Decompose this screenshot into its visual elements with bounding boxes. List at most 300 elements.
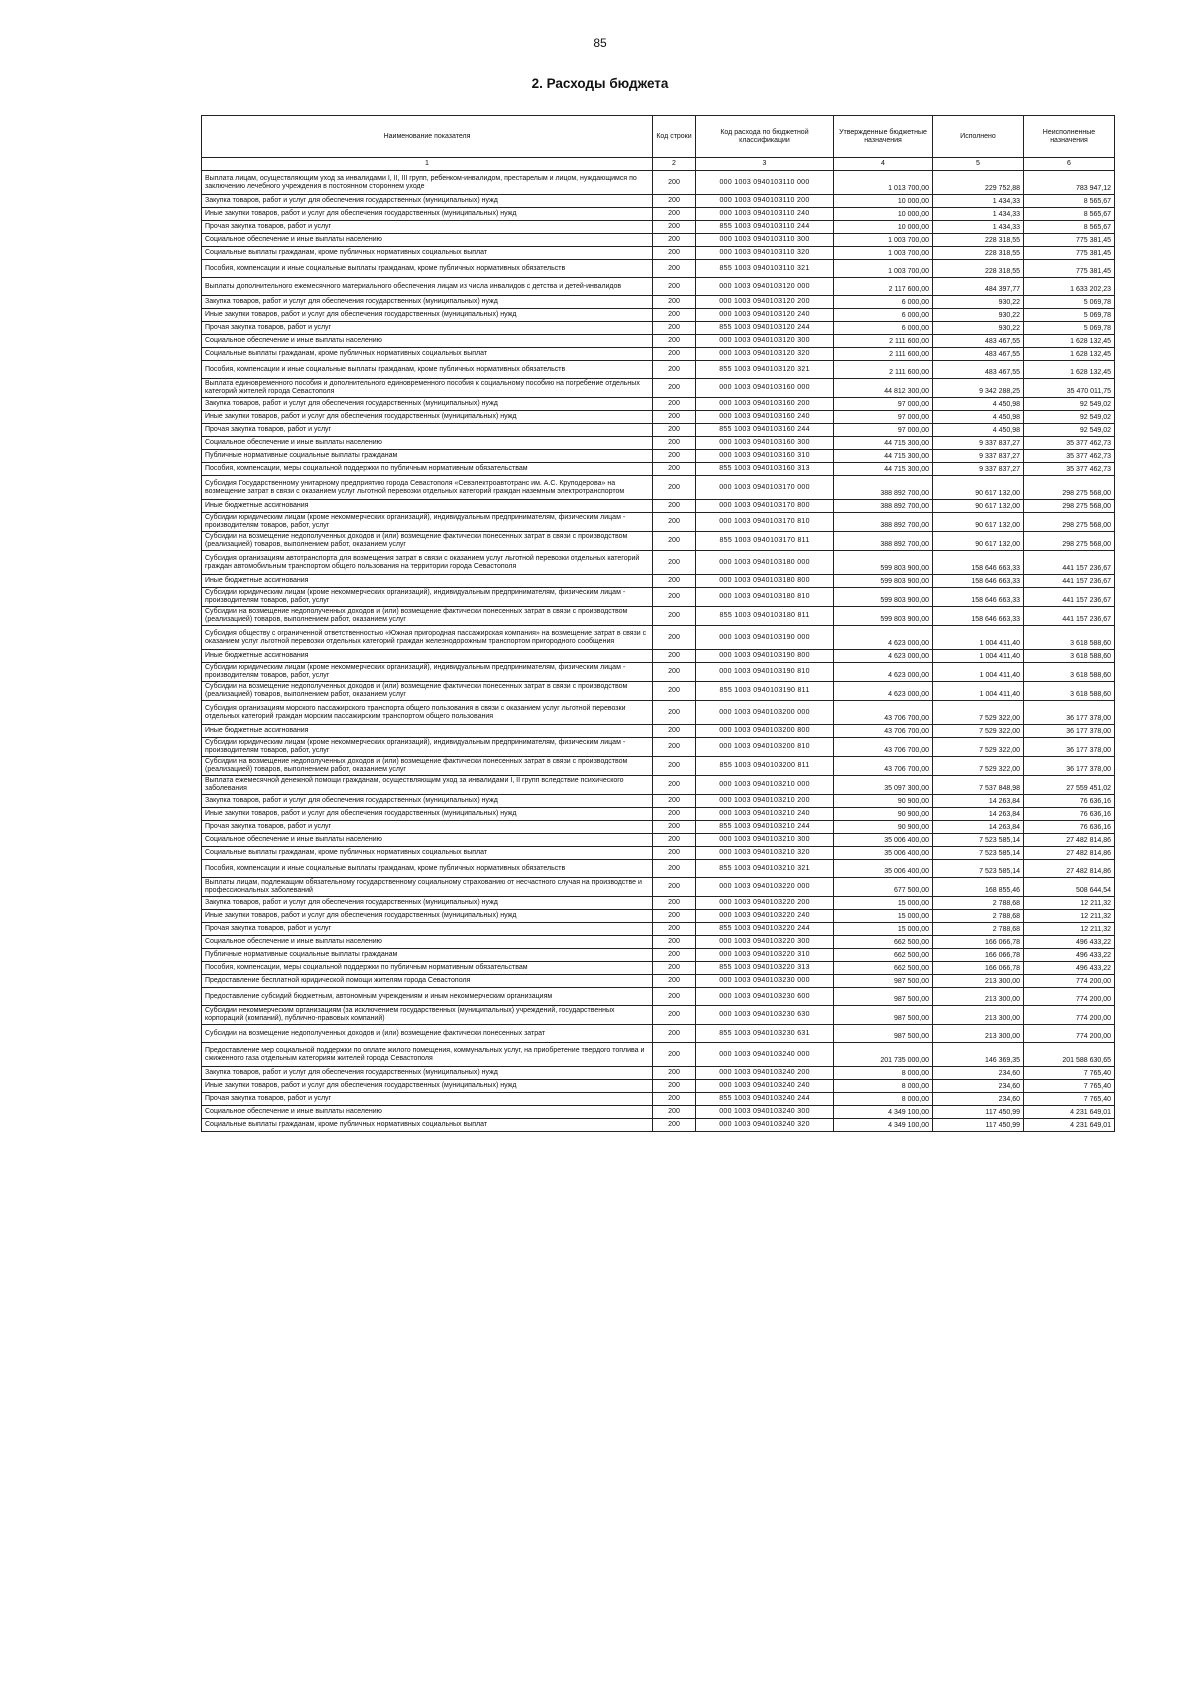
row-executed: 117 450,99 — [933, 1106, 1024, 1119]
table-row — [202, 411, 1115, 424]
row-budget-code: 855 1003 0940103210 244 — [696, 821, 834, 834]
row-budget-code: 000 1003 0940103180 000 — [696, 551, 834, 575]
table-header-row — [202, 116, 1115, 158]
row-name: Субсидия организациям автотранспорта для возмещения затрат в связи с оказанием услуг льготной перевозки отдельных категорий граждан автомобильным транспортом общего пользования на территории города Севастополя — [202, 551, 653, 575]
row-executed: 234,60 — [933, 1080, 1024, 1093]
row-line-code: 200 — [653, 575, 696, 588]
row-approved: 662 500,00 — [834, 962, 933, 975]
row-executed: 930,22 — [933, 309, 1024, 322]
row-budget-code: 000 1003 0940103230 630 — [696, 1006, 834, 1025]
table-row — [202, 532, 1115, 551]
row-executed: 7 523 585,14 — [933, 834, 1024, 847]
row-unexecuted: 298 275 568,00 — [1024, 513, 1115, 532]
row-executed: 90 617 132,00 — [933, 476, 1024, 500]
table-row — [202, 650, 1115, 663]
row-line-code: 200 — [653, 1067, 696, 1080]
row-line-code: 200 — [653, 348, 696, 361]
row-executed: 4 450,98 — [933, 424, 1024, 437]
row-unexecuted: 201 588 630,65 — [1024, 1043, 1115, 1067]
table-row — [202, 208, 1115, 221]
row-line-code: 200 — [653, 411, 696, 424]
row-unexecuted: 7 765,40 — [1024, 1080, 1115, 1093]
row-line-code: 200 — [653, 424, 696, 437]
row-approved: 35 097 300,00 — [834, 776, 933, 795]
row-name: Выплата лицам, осуществляющим уход за инвалидами I, II, III групп, ребенком-инвалидом, престарелым и лицом, нуждающимся по заключению лечебного учреждения в постоянном стороннем уходе — [202, 171, 653, 195]
row-approved: 15 000,00 — [834, 910, 933, 923]
row-approved: 4 623 000,00 — [834, 650, 933, 663]
row-executed: 158 646 663,33 — [933, 588, 1024, 607]
row-line-code: 200 — [653, 322, 696, 335]
row-unexecuted: 27 482 814,86 — [1024, 847, 1115, 860]
row-name: Субсидия организациям морского пассажирского транспорта общего пользования в связи с оказанием услуг льготной перевозки отдельных категорий граждан морским пассажирским транспортом общего пользования — [202, 701, 653, 725]
row-budget-code: 000 1003 0940103160 300 — [696, 437, 834, 450]
row-unexecuted: 3 618 588,60 — [1024, 650, 1115, 663]
row-name: Закупка товаров, работ и услуг для обеспечения государственных (муниципальных) нужд — [202, 897, 653, 910]
row-unexecuted: 36 177 378,00 — [1024, 725, 1115, 738]
table-row — [202, 725, 1115, 738]
row-unexecuted: 774 200,00 — [1024, 975, 1115, 988]
row-approved: 44 812 300,00 — [834, 379, 933, 398]
row-unexecuted: 4 231 649,01 — [1024, 1119, 1115, 1132]
row-line-code: 200 — [653, 1025, 696, 1043]
row-approved: 44 715 300,00 — [834, 463, 933, 476]
row-line-code: 200 — [653, 1119, 696, 1132]
row-name: Субсидии на возмещение недополученных доходов и (или) возмещение фактически понесенных затрат в связи с производством (реализацией) товаров, выполнением работ, оказанием услуг — [202, 682, 653, 701]
row-unexecuted: 783 947,12 — [1024, 171, 1115, 195]
row-name: Предоставление мер социальной поддержки по оплате жилого помещения, коммунальных услуг, на приобретение твердого топлива и сжиженного газа отдельным категориям жителей города Севастополя — [202, 1043, 653, 1067]
row-unexecuted: 8 565,67 — [1024, 208, 1115, 221]
row-approved: 388 892 700,00 — [834, 532, 933, 551]
row-budget-code: 000 1003 0940103190 000 — [696, 626, 834, 650]
row-line-code: 200 — [653, 260, 696, 278]
table-row — [202, 247, 1115, 260]
row-executed: 1 434,33 — [933, 208, 1024, 221]
row-name: Субсидия Государственному унитарному предприятию города Севастополя «Севэлектроавтотранс им. А.С. Круподерова» на возмещение затрат в связи с оказанием услуг льготной перевозки отдельных категорий граждан наземным электротранспортом — [202, 476, 653, 500]
row-budget-code: 000 1003 0940103240 000 — [696, 1043, 834, 1067]
column-number-row — [202, 158, 1115, 171]
table-row — [202, 757, 1115, 776]
row-budget-code: 000 1003 0940103160 240 — [696, 411, 834, 424]
row-unexecuted: 1 628 132,45 — [1024, 335, 1115, 348]
table-row — [202, 476, 1115, 500]
column-number: 2 — [653, 158, 696, 171]
row-unexecuted: 7 765,40 — [1024, 1067, 1115, 1080]
table-row — [202, 335, 1115, 348]
table-row — [202, 551, 1115, 575]
row-approved: 2 117 600,00 — [834, 278, 933, 296]
row-unexecuted: 36 177 378,00 — [1024, 738, 1115, 757]
table-row — [202, 361, 1115, 379]
row-line-code: 200 — [653, 500, 696, 513]
row-budget-code: 000 1003 0940103190 800 — [696, 650, 834, 663]
row-budget-code: 000 1003 0940103200 000 — [696, 701, 834, 725]
row-name: Субсидии некоммерческим организациям (за исключением государственных (муниципальных) учреждений, государственных корпораций (компаний), публично-правовых компаний) — [202, 1006, 653, 1025]
row-line-code: 200 — [653, 1080, 696, 1093]
row-unexecuted: 496 433,22 — [1024, 949, 1115, 962]
table-row — [202, 988, 1115, 1006]
row-line-code: 200 — [653, 221, 696, 234]
row-executed: 7 529 322,00 — [933, 757, 1024, 776]
row-budget-code: 000 1003 0940103200 810 — [696, 738, 834, 757]
row-line-code: 200 — [653, 450, 696, 463]
row-approved: 987 500,00 — [834, 988, 933, 1006]
row-name: Иные закупки товаров, работ и услуг для обеспечения государственных (муниципальных) нужд — [202, 1080, 653, 1093]
row-unexecuted: 441 157 236,67 — [1024, 588, 1115, 607]
row-budget-code: 000 1003 0940103190 810 — [696, 663, 834, 682]
row-approved: 97 000,00 — [834, 411, 933, 424]
row-budget-code: 000 1003 0940103120 000 — [696, 278, 834, 296]
row-executed: 213 300,00 — [933, 975, 1024, 988]
row-line-code: 200 — [653, 923, 696, 936]
table-row — [202, 437, 1115, 450]
row-unexecuted: 8 565,67 — [1024, 221, 1115, 234]
row-budget-code: 000 1003 0940103220 200 — [696, 897, 834, 910]
row-unexecuted: 92 549,02 — [1024, 424, 1115, 437]
row-executed: 166 066,78 — [933, 962, 1024, 975]
table-row — [202, 424, 1115, 437]
row-approved: 1 003 700,00 — [834, 234, 933, 247]
row-name: Субсидии на возмещение недополученных доходов и (или) возмещение фактически понесенных затрат в связи с производством (реализацией) товаров, выполнением работ, оказанием услуг — [202, 607, 653, 626]
row-executed: 228 318,55 — [933, 247, 1024, 260]
row-approved: 987 500,00 — [834, 975, 933, 988]
row-approved: 97 000,00 — [834, 398, 933, 411]
budget-expenses-table — [201, 115, 1115, 1132]
row-unexecuted: 12 211,32 — [1024, 923, 1115, 936]
row-budget-code: 000 1003 0940103210 300 — [696, 834, 834, 847]
row-name: Прочая закупка товаров, работ и услуг — [202, 221, 653, 234]
row-approved: 35 006 400,00 — [834, 860, 933, 878]
row-unexecuted: 27 559 451,02 — [1024, 776, 1115, 795]
row-unexecuted: 12 211,32 — [1024, 910, 1115, 923]
table-row — [202, 463, 1115, 476]
header-executed: Исполнено — [933, 116, 1024, 158]
row-executed: 2 788,68 — [933, 910, 1024, 923]
row-line-code: 200 — [653, 476, 696, 500]
row-unexecuted: 35 377 462,73 — [1024, 450, 1115, 463]
row-name: Выплаты лицам, подлежащим обязательному государственному социальному страхованию от несчастного случая на производстве и профессиональных заболеваний — [202, 878, 653, 897]
row-line-code: 200 — [653, 532, 696, 551]
row-approved: 43 706 700,00 — [834, 725, 933, 738]
row-budget-code: 000 1003 0940103110 200 — [696, 195, 834, 208]
row-unexecuted: 35 377 462,73 — [1024, 463, 1115, 476]
row-line-code: 200 — [653, 682, 696, 701]
row-budget-code: 000 1003 0940103120 200 — [696, 296, 834, 309]
table-row — [202, 607, 1115, 626]
row-executed: 1 004 411,40 — [933, 682, 1024, 701]
row-unexecuted: 92 549,02 — [1024, 398, 1115, 411]
row-executed: 90 617 132,00 — [933, 500, 1024, 513]
row-budget-code: 855 1003 0940103110 321 — [696, 260, 834, 278]
row-executed: 1 004 411,40 — [933, 663, 1024, 682]
table-row — [202, 808, 1115, 821]
row-executed: 7 529 322,00 — [933, 725, 1024, 738]
row-executed: 4 450,98 — [933, 411, 1024, 424]
row-executed: 7 523 585,14 — [933, 860, 1024, 878]
row-unexecuted: 5 069,78 — [1024, 309, 1115, 322]
row-budget-code: 000 1003 0940103210 240 — [696, 808, 834, 821]
row-approved: 4 623 000,00 — [834, 663, 933, 682]
row-budget-code: 000 1003 0940103180 810 — [696, 588, 834, 607]
table-row — [202, 1025, 1115, 1043]
row-unexecuted: 3 618 588,60 — [1024, 663, 1115, 682]
row-line-code: 200 — [653, 309, 696, 322]
row-name: Публичные нормативные социальные выплаты гражданам — [202, 949, 653, 962]
row-name: Закупка товаров, работ и услуг для обеспечения государственных (муниципальных) нужд — [202, 795, 653, 808]
row-executed: 483 467,55 — [933, 361, 1024, 379]
row-unexecuted: 3 618 588,60 — [1024, 626, 1115, 650]
row-approved: 90 900,00 — [834, 795, 933, 808]
row-executed: 7 529 322,00 — [933, 701, 1024, 725]
column-number: 1 — [202, 158, 653, 171]
row-executed: 158 646 663,33 — [933, 607, 1024, 626]
row-line-code: 200 — [653, 725, 696, 738]
row-budget-code: 000 1003 0940103180 800 — [696, 575, 834, 588]
row-executed: 1 434,33 — [933, 195, 1024, 208]
row-executed: 228 318,55 — [933, 260, 1024, 278]
row-approved: 97 000,00 — [834, 424, 933, 437]
row-unexecuted: 298 275 568,00 — [1024, 476, 1115, 500]
row-unexecuted: 496 433,22 — [1024, 962, 1115, 975]
row-line-code: 200 — [653, 975, 696, 988]
row-budget-code: 000 1003 0940103120 240 — [696, 309, 834, 322]
row-line-code: 200 — [653, 962, 696, 975]
table-row — [202, 776, 1115, 795]
row-unexecuted: 12 211,32 — [1024, 897, 1115, 910]
row-approved: 6 000,00 — [834, 322, 933, 335]
row-line-code: 200 — [653, 208, 696, 221]
row-name: Пособия, компенсации и иные социальные выплаты гражданам, кроме публичных нормативных обязательств — [202, 361, 653, 379]
table-row — [202, 1006, 1115, 1025]
row-approved: 1 003 700,00 — [834, 247, 933, 260]
row-approved: 388 892 700,00 — [834, 476, 933, 500]
row-line-code: 200 — [653, 988, 696, 1006]
row-name: Выплата единовременного пособия и дополнительного единовременного пособия к социальному пособию на погребение отдельных категорий жителей города Севастополя — [202, 379, 653, 398]
row-unexecuted: 774 200,00 — [1024, 1006, 1115, 1025]
row-approved: 8 000,00 — [834, 1093, 933, 1106]
row-line-code: 200 — [653, 398, 696, 411]
row-line-code: 200 — [653, 588, 696, 607]
row-unexecuted: 36 177 378,00 — [1024, 701, 1115, 725]
row-line-code: 200 — [653, 195, 696, 208]
row-line-code: 200 — [653, 278, 696, 296]
row-approved: 44 715 300,00 — [834, 437, 933, 450]
row-budget-code: 000 1003 0940103230 000 — [696, 975, 834, 988]
row-budget-code: 000 1003 0940103240 240 — [696, 1080, 834, 1093]
row-name: Субсидия обществу с ограниченной ответственностью «Южная пригородная пассажирская компания» на возмещение затрат в связи с оказанием услуг льготной перевозки отдельных категорий граждан железнодорожным транспортом пригородного сообщения — [202, 626, 653, 650]
row-line-code: 200 — [653, 247, 696, 260]
row-executed: 483 467,55 — [933, 348, 1024, 361]
row-name: Социальные выплаты гражданам, кроме публичных нормативных социальных выплат — [202, 247, 653, 260]
row-unexecuted: 35 377 462,73 — [1024, 437, 1115, 450]
row-unexecuted: 775 381,45 — [1024, 247, 1115, 260]
row-approved: 388 892 700,00 — [834, 513, 933, 532]
row-executed: 158 646 663,33 — [933, 551, 1024, 575]
row-budget-code: 000 1003 0940103160 310 — [696, 450, 834, 463]
row-executed: 930,22 — [933, 322, 1024, 335]
row-budget-code: 000 1003 0940103170 800 — [696, 500, 834, 513]
row-line-code: 200 — [653, 663, 696, 682]
table-row — [202, 513, 1115, 532]
table-row — [202, 398, 1115, 411]
row-executed: 484 397,77 — [933, 278, 1024, 296]
row-approved: 15 000,00 — [834, 897, 933, 910]
row-executed: 14 263,84 — [933, 795, 1024, 808]
table-row — [202, 897, 1115, 910]
row-executed: 930,22 — [933, 296, 1024, 309]
row-executed: 1 004 411,40 — [933, 650, 1024, 663]
table-row — [202, 682, 1115, 701]
row-unexecuted: 5 069,78 — [1024, 296, 1115, 309]
row-budget-code: 000 1003 0940103240 200 — [696, 1067, 834, 1080]
row-approved: 677 500,00 — [834, 878, 933, 897]
table-row — [202, 1067, 1115, 1080]
row-unexecuted: 775 381,45 — [1024, 260, 1115, 278]
table-row — [202, 450, 1115, 463]
header-budget-code: Код расхода по бюджетной классификации — [696, 116, 834, 158]
row-executed: 14 263,84 — [933, 821, 1024, 834]
row-budget-code: 000 1003 0940103230 600 — [696, 988, 834, 1006]
row-approved: 44 715 300,00 — [834, 450, 933, 463]
row-name: Закупка товаров, работ и услуг для обеспечения государственных (муниципальных) нужд — [202, 296, 653, 309]
row-budget-code: 000 1003 0940103110 300 — [696, 234, 834, 247]
row-name: Социальное обеспечение и иные выплаты населению — [202, 1106, 653, 1119]
row-approved: 4 349 100,00 — [834, 1106, 933, 1119]
row-line-code: 200 — [653, 795, 696, 808]
row-name: Иные бюджетные ассигнования — [202, 500, 653, 513]
row-name: Закупка товаров, работ и услуг для обеспечения государственных (муниципальных) нужд — [202, 398, 653, 411]
row-name: Социальное обеспечение и иные выплаты населению — [202, 234, 653, 247]
table-row — [202, 936, 1115, 949]
table-row — [202, 834, 1115, 847]
row-unexecuted: 3 618 588,60 — [1024, 682, 1115, 701]
row-approved: 35 006 400,00 — [834, 847, 933, 860]
column-number: 5 — [933, 158, 1024, 171]
table-row — [202, 296, 1115, 309]
row-approved: 15 000,00 — [834, 923, 933, 936]
row-executed: 158 646 663,33 — [933, 575, 1024, 588]
row-unexecuted: 27 482 814,86 — [1024, 834, 1115, 847]
table-row — [202, 379, 1115, 398]
row-budget-code: 855 1003 0940103190 811 — [696, 682, 834, 701]
row-name: Субсидии юридическим лицам (кроме некоммерческих организаций), индивидуальным предпринимателям, физическим лицам - производителям товаров, работ, услуг — [202, 513, 653, 532]
row-line-code: 200 — [653, 910, 696, 923]
row-name: Иные закупки товаров, работ и услуг для обеспечения государственных (муниципальных) нужд — [202, 208, 653, 221]
row-line-code: 200 — [653, 897, 696, 910]
row-approved: 599 803 900,00 — [834, 607, 933, 626]
row-name: Субсидии на возмещение недополученных доходов и (или) возмещение фактически понесенных затрат в связи с производством (реализацией) товаров, выполнением работ, оказанием услуг — [202, 757, 653, 776]
row-executed: 90 617 132,00 — [933, 532, 1024, 551]
row-unexecuted: 1 628 132,45 — [1024, 348, 1115, 361]
row-budget-code: 000 1003 0940103220 000 — [696, 878, 834, 897]
row-name: Субсидии на возмещение недополученных доходов и (или) возмещение фактически понесенных затрат в связи с производством (реализацией) товаров, выполнением работ, оказанием услуг — [202, 532, 653, 551]
row-unexecuted: 441 157 236,67 — [1024, 551, 1115, 575]
row-executed: 166 066,78 — [933, 936, 1024, 949]
column-number: 6 — [1024, 158, 1115, 171]
row-unexecuted: 774 200,00 — [1024, 988, 1115, 1006]
row-line-code: 200 — [653, 626, 696, 650]
row-executed: 213 300,00 — [933, 1025, 1024, 1043]
row-budget-code: 000 1003 0940103210 000 — [696, 776, 834, 795]
row-line-code: 200 — [653, 738, 696, 757]
row-line-code: 200 — [653, 171, 696, 195]
row-budget-code: 855 1003 0940103220 244 — [696, 923, 834, 936]
row-unexecuted: 76 636,16 — [1024, 795, 1115, 808]
row-line-code: 200 — [653, 437, 696, 450]
table-row — [202, 1080, 1115, 1093]
row-budget-code: 855 1003 0940103200 811 — [696, 757, 834, 776]
row-unexecuted: 441 157 236,67 — [1024, 607, 1115, 626]
row-executed: 117 450,99 — [933, 1119, 1024, 1132]
row-budget-code: 855 1003 0940103220 313 — [696, 962, 834, 975]
row-name: Субсидии юридическим лицам (кроме некоммерческих организаций), индивидуальным предпринимателям, физическим лицам - производителям товаров, работ, услуг — [202, 588, 653, 607]
table-row — [202, 975, 1115, 988]
row-approved: 35 006 400,00 — [834, 834, 933, 847]
row-budget-code: 000 1003 0940103160 200 — [696, 398, 834, 411]
row-budget-code: 000 1003 0940103220 300 — [696, 936, 834, 949]
row-unexecuted: 774 200,00 — [1024, 1025, 1115, 1043]
row-budget-code: 855 1003 0940103210 321 — [696, 860, 834, 878]
table-row — [202, 962, 1115, 975]
table-row — [202, 1106, 1115, 1119]
row-unexecuted: 76 636,16 — [1024, 808, 1115, 821]
row-name: Иные бюджетные ассигнования — [202, 650, 653, 663]
row-executed: 14 263,84 — [933, 808, 1024, 821]
row-executed: 9 337 837,27 — [933, 463, 1024, 476]
page-number: 85 — [593, 36, 607, 50]
row-approved: 987 500,00 — [834, 1025, 933, 1043]
row-budget-code: 855 1003 0940103120 244 — [696, 322, 834, 335]
row-unexecuted: 92 549,02 — [1024, 411, 1115, 424]
row-line-code: 200 — [653, 551, 696, 575]
table-row — [202, 1119, 1115, 1132]
row-budget-code: 000 1003 0940103110 240 — [696, 208, 834, 221]
row-approved: 201 735 000,00 — [834, 1043, 933, 1067]
row-executed: 229 752,88 — [933, 171, 1024, 195]
table-row — [202, 701, 1115, 725]
table-row — [202, 878, 1115, 897]
table-row — [202, 910, 1115, 923]
row-line-code: 200 — [653, 757, 696, 776]
header-line-code: Код строки — [653, 116, 696, 158]
row-name: Прочая закупка товаров, работ и услуг — [202, 821, 653, 834]
table-row — [202, 171, 1115, 195]
row-approved: 4 623 000,00 — [834, 682, 933, 701]
row-line-code: 200 — [653, 1106, 696, 1119]
row-line-code: 200 — [653, 847, 696, 860]
row-budget-code: 000 1003 0940103170 000 — [696, 476, 834, 500]
row-budget-code: 000 1003 0940103240 320 — [696, 1119, 834, 1132]
row-approved: 599 803 900,00 — [834, 588, 933, 607]
row-unexecuted: 298 275 568,00 — [1024, 532, 1115, 551]
row-name: Иные закупки товаров, работ и услуг для обеспечения государственных (муниципальных) нужд — [202, 411, 653, 424]
row-executed: 4 450,98 — [933, 398, 1024, 411]
row-name: Выплата ежемесячной денежной помощи гражданам, осуществляющим уход за инвалидами I, II групп вследствие психического заболевания — [202, 776, 653, 795]
row-unexecuted: 496 433,22 — [1024, 936, 1115, 949]
row-name: Иные закупки товаров, работ и услуг для обеспечения государственных (муниципальных) нужд — [202, 309, 653, 322]
row-executed: 234,60 — [933, 1093, 1024, 1106]
row-name: Закупка товаров, работ и услуг для обеспечения государственных (муниципальных) нужд — [202, 1067, 653, 1080]
row-budget-code: 000 1003 0940103210 320 — [696, 847, 834, 860]
row-approved: 388 892 700,00 — [834, 500, 933, 513]
table-row — [202, 847, 1115, 860]
table-row — [202, 195, 1115, 208]
row-line-code: 200 — [653, 234, 696, 247]
row-name: Прочая закупка товаров, работ и услуг — [202, 322, 653, 335]
table-row — [202, 860, 1115, 878]
row-line-code: 200 — [653, 949, 696, 962]
table-row — [202, 500, 1115, 513]
row-name: Предоставление субсидий бюджетным, автономным учреждениям и иным некоммерческим организациям — [202, 988, 653, 1006]
